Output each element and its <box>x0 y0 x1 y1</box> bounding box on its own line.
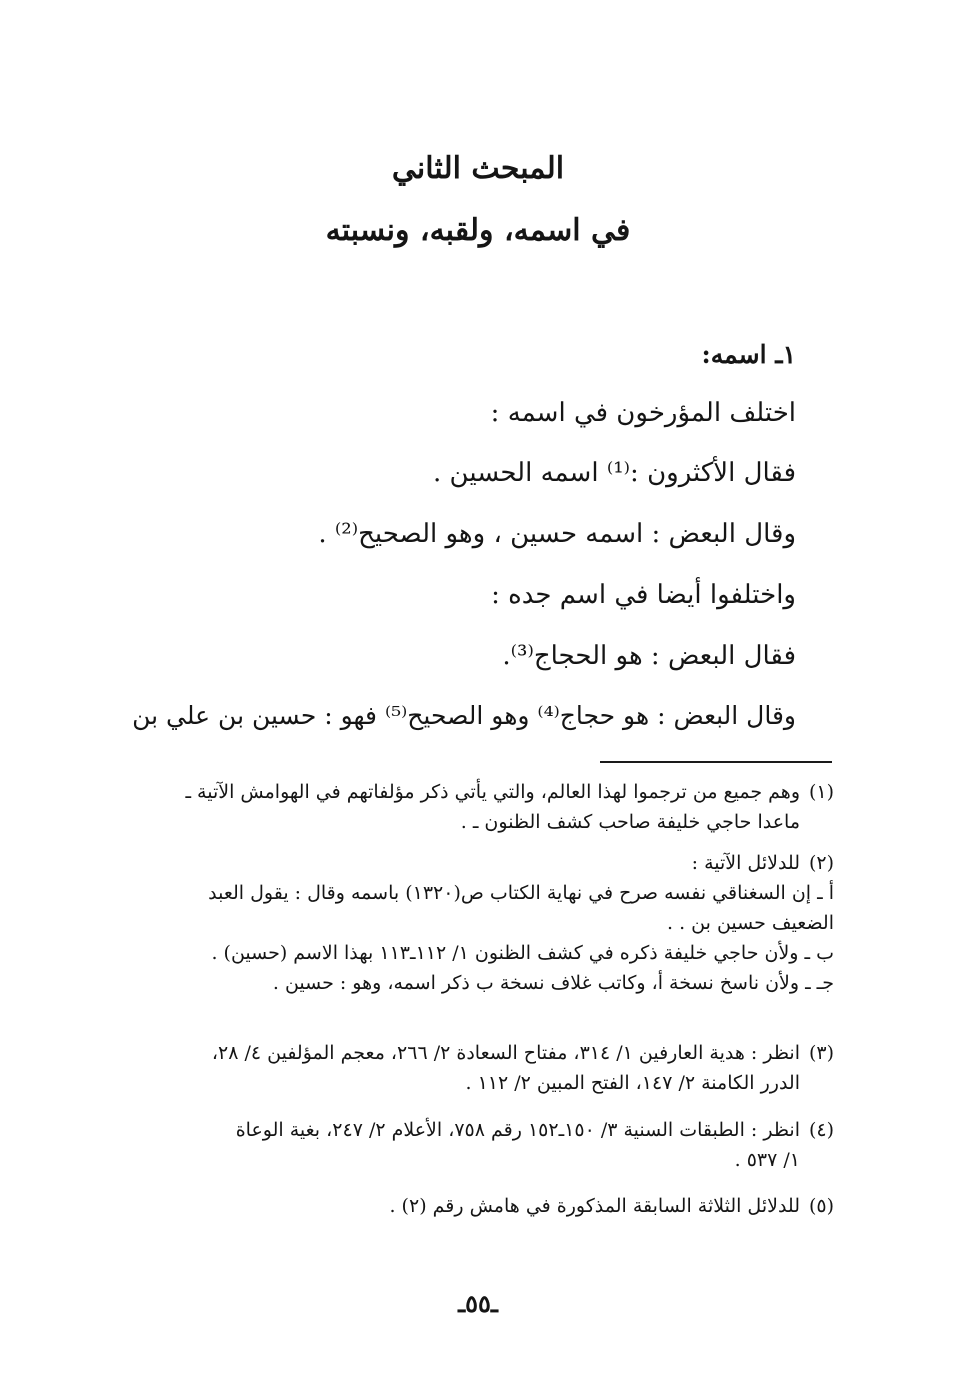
footnote-item-c: جـ ـ ولأن ناسخ نسخة أ، وكاتب غلاف نسخة ب ذكر اسمه، وهو : حسين . <box>272 972 834 994</box>
footnote-3 <box>118 1038 834 1098</box>
footnote-text: للدلائل الثلاثة السابقة المذكورة في هامش رقم (٢) . <box>389 1195 800 1217</box>
footnote-number: (١) <box>808 781 834 803</box>
footnote-text: ماعدا حاجي خليفة صاحب كشف الظنون ـ . <box>460 811 800 833</box>
body-line-3: وقال البعض : اسمه حسين ، وهو الصحيح⁽²⁾ . <box>318 519 796 549</box>
section-title: المبحث الثاني <box>391 151 565 186</box>
body-line-1: اختلف المؤرخون في اسمه : <box>490 398 796 428</box>
body-line-2: فقال الأكثرون :⁽¹⁾ اسمه الحسين . <box>433 458 796 488</box>
footnote-5 <box>118 1191 834 1221</box>
footnote-number: (٥) <box>808 1195 834 1217</box>
footnote-text: انظر : هدية العارفين ١/ ٣١٤، مفتاح السعادة ٢/ ٢٦٦، معجم المؤلفين ٤/ ٢٨، <box>211 1042 800 1064</box>
footnote-separator <box>600 761 832 763</box>
footnote-item-b: ب ـ ولأن حاجي خليفة ذكره في كشف الظنون ١/ ١١٢ـ١١٣ بهذا الاسم (حسين) . <box>211 942 834 964</box>
body-line-6: وقال البعض : هو حجاج⁽⁴⁾ وهو الصحيح⁽⁵⁾ فهو : حسين بن علي بن <box>132 701 796 730</box>
footnote-text: ١/ ٥٣٧ . <box>734 1149 800 1171</box>
footnote-item-a: أ ـ إن السغناقي نفسه صرح في نهاية الكتاب ص(١٣٢٠) باسمه وقال : يقول العبد <box>208 882 834 904</box>
subsection-heading: ١ـ اسمه: <box>701 340 796 369</box>
section-subtitle: في اسمه، ولقبه، ونسبته <box>325 213 631 248</box>
footnote-text: الدرر الكامنة ٢/ ١٤٧، الفتح المبين ٢/ ١١٢ . <box>465 1072 800 1094</box>
body-line-4: واختلفوا أيضا في اسم جده : <box>491 580 796 610</box>
footnote-1 <box>118 777 834 837</box>
footnote-item-a-cont: الضعيف حسين بن . . <box>667 912 834 934</box>
footnote-text: للدلائل الآتية : <box>691 852 800 874</box>
footnote-4 <box>118 1115 834 1175</box>
footnote-number: (٢) <box>808 852 834 874</box>
footnote-text: وهم جميع من ترجموا لهذا العالم، والتي يأتي ذكر مؤلفاتهم في الهوامش الآتية ـ <box>185 781 800 803</box>
footnote-text: انظر : الطبقات السنية ٣/ ١٥٠ـ١٥٢ رقم ٧٥٨، الأعلام ٢/ ٢٤٧، بغية الوعاة <box>235 1119 800 1141</box>
page-number: ـ٥٥ـ <box>458 1289 498 1318</box>
footnote-number: (٤) <box>808 1119 834 1141</box>
footnote-2 <box>118 848 834 998</box>
footnote-number: (٣) <box>808 1042 834 1064</box>
body-line-5: فقال البعض : هو الحجاج⁽³⁾. <box>502 641 796 671</box>
